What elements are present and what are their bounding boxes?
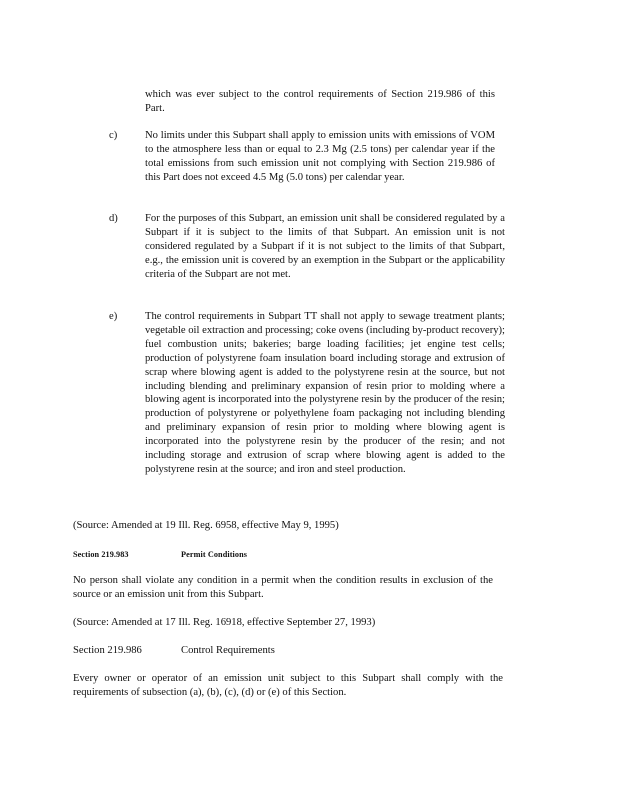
- section-heading-2: [73, 644, 373, 658]
- section-number-2: Section 219.986: [73, 645, 142, 656]
- section-body-1: No person shall violate any condition in a permit when the condition results in exclusion of the source or an emission unit from this Subpart.: [73, 575, 493, 600]
- item-marker-e: e): [109, 311, 118, 322]
- item-text-c: No limits under this Subpart shall apply to emission units with emissions of VOM to the atmosphere less than or equal to 2.3 Mg (2.5 tons) per calendar year if the total emissions from such emission unit not complying with Section 219.986 of this Part does not exceed 4.5 Mg (5.0 tons) per calendar year.: [145, 130, 495, 183]
- section-body-2: Every owner or operator of an emission unit subject to this Subpart shall comply with the requirements of subsection (a), (b), (c), (d) or (e) of this Section.: [73, 673, 503, 698]
- continuation-paragraph: which was ever subject to the control requirements of Section 219.986 of this Part.: [145, 89, 495, 114]
- section-title-2: Control Requirements: [181, 645, 275, 656]
- source-note-1: (Source: Amended at 19 Ill. Reg. 6958, effective May 9, 1995): [73, 520, 339, 531]
- source-note-2: (Source: Amended at 17 Ill. Reg. 16918, effective September 27, 1993): [73, 617, 376, 628]
- item-text-d: For the purposes of this Subpart, an emission unit shall be considered regulated by a Subpart if it is subject to the limits of that Subpart. An emission unit is not considered regulated by a Subpart if it is not subject to the limits of that Subpart, e.g., the emission unit is covered by an exemption in the Subpart or the applicability criteria of the Subpart are not met.: [145, 213, 505, 280]
- item-marker-c: c): [109, 130, 118, 141]
- item-marker-d: d): [109, 213, 118, 224]
- section-number-1: Section 219.983: [73, 550, 129, 559]
- item-text-e: The control requirements in Subpart TT shall not apply to sewage treatment plants; vegetable oil extraction and processing; coke ovens (including by-product recovery); fuel combustion units; bakeries; barge loading facilities; jet engine test cells; production of polystyrene foam insulation board including storage and extrusion of scrap where blowing agent is added to the polystyrene resin at the source, but not including blending and preliminary expansion of resin prior to molding where a blowing agent is incorporated into the polystyrene resin by the producer of the resin; production of polystyrene or polyethylene foam packaging not including blending and preliminary expansion of resin prior to molding where blowing agent is incorporated into the polystyrene resin by the producer of the resin; and not including storage and extrusion of scrap where blowing agent is added to the polystyrene resin at the source; and iron and steel production.: [145, 311, 505, 475]
- section-heading-1: [73, 548, 373, 562]
- section-title-1: Permit Conditions: [181, 550, 248, 559]
